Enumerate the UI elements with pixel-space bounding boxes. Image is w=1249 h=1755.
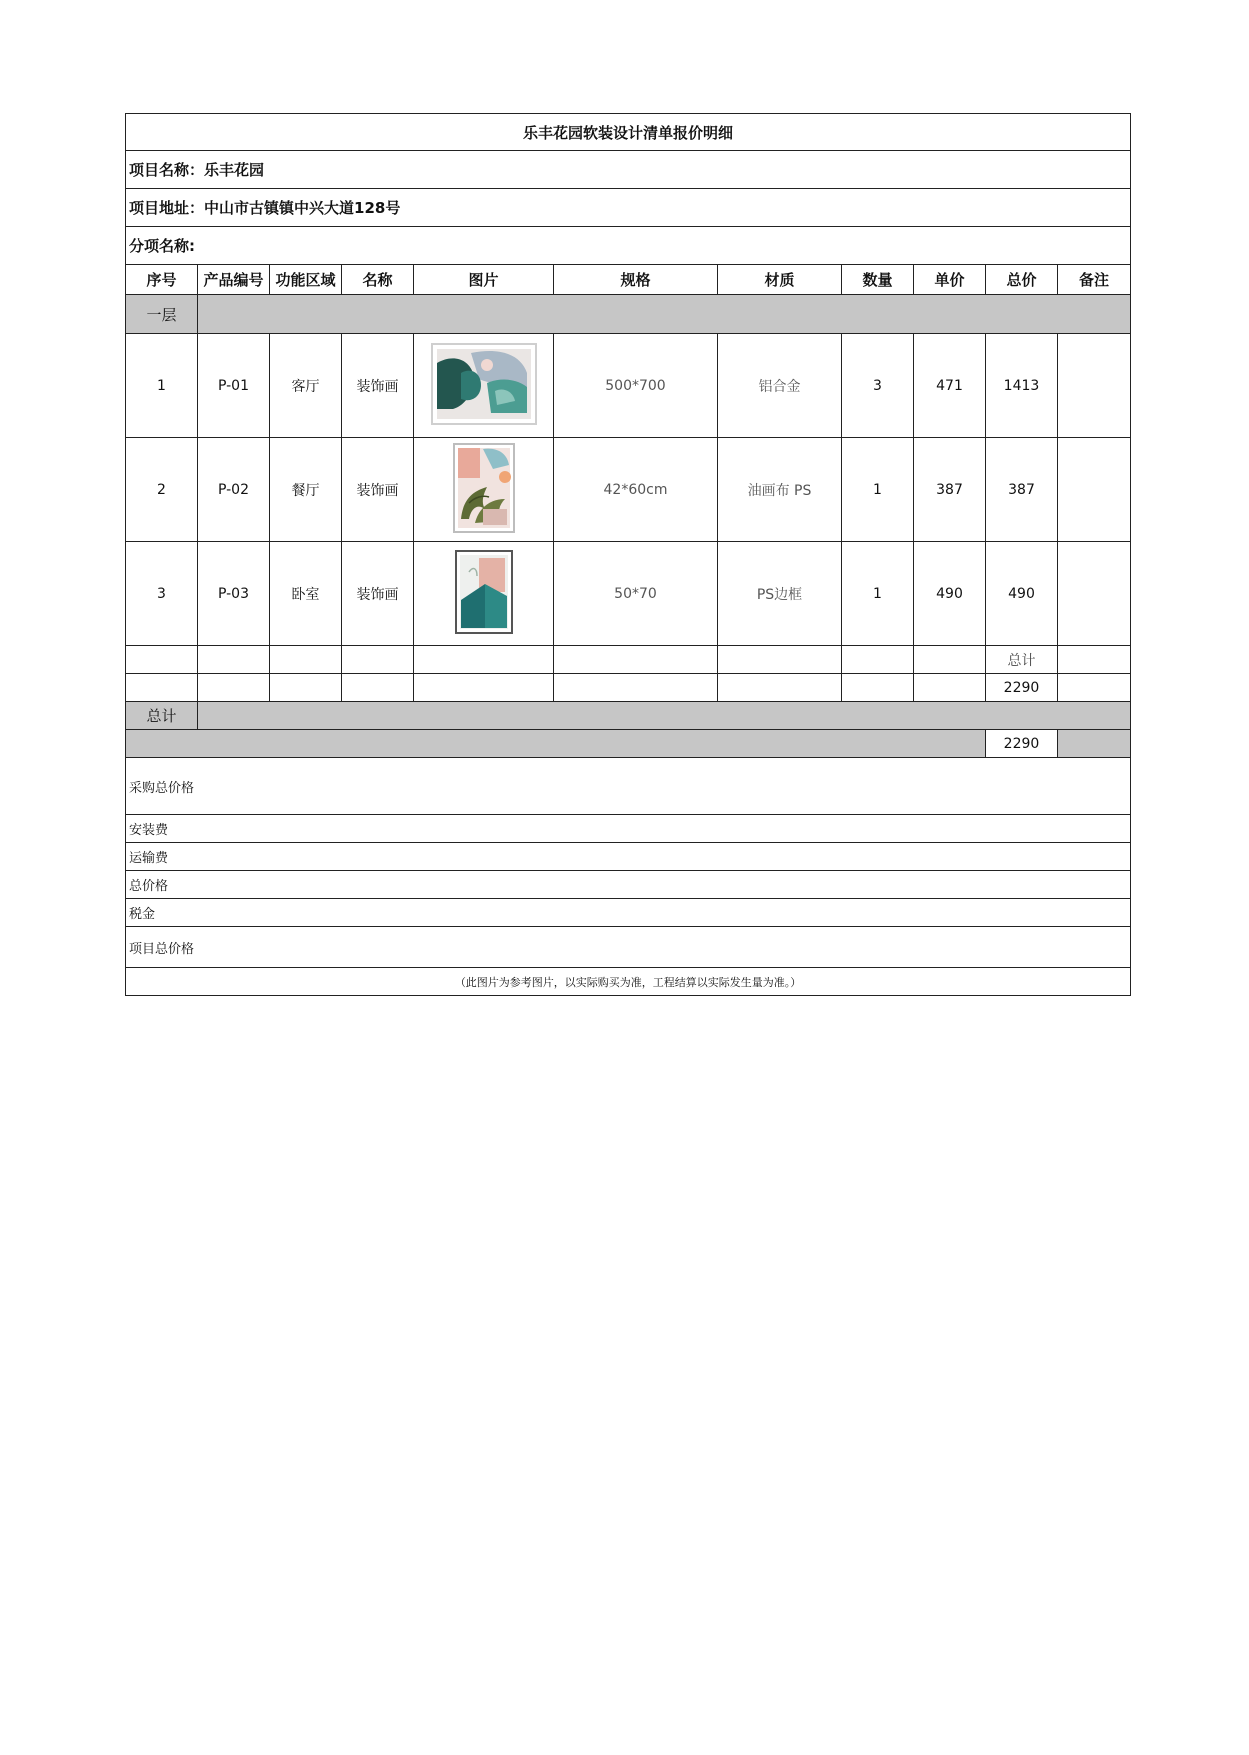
item-qty: 1: [842, 542, 914, 646]
botanical-leaf-art-icon: [453, 443, 515, 533]
footnote: （此图片为参考图片，以实际购买为准，工程结算以实际发生量为准。）: [126, 968, 1131, 996]
grand-total-value: 2290: [986, 730, 1058, 758]
total-price: 总价格: [126, 871, 1131, 899]
column-header: 数量: [842, 265, 914, 295]
subtotal-value: 2290: [986, 674, 1058, 702]
quotation-table: [125, 113, 1131, 996]
item-total: 490: [986, 542, 1058, 646]
item-area: 餐厅: [270, 438, 342, 542]
item-unit-price: 490: [914, 542, 986, 646]
sub-item-name: 分项名称:: [126, 227, 1131, 265]
item-no: 3: [126, 542, 198, 646]
column-header: 图片: [414, 265, 554, 295]
item-total: 387: [986, 438, 1058, 542]
item-image: [414, 542, 554, 646]
item-name: 装饰画: [342, 438, 414, 542]
grand-total-value-row: [126, 730, 1131, 758]
project-address: 项目地址：中山市古镇镇中兴大道128号: [126, 189, 1131, 227]
grand-total-row: [126, 702, 1131, 730]
item-unit-price: 387: [914, 438, 986, 542]
item-code: P-02: [198, 438, 270, 542]
item-spec: 50*70: [554, 542, 718, 646]
column-header: 序号: [126, 265, 198, 295]
item-spec: 42*60cm: [554, 438, 718, 542]
column-header: 功能区域: [270, 265, 342, 295]
subtotal-value-row: [126, 674, 1131, 702]
section-label: 一层: [126, 295, 198, 334]
column-header-row: [126, 265, 1131, 295]
column-header: 材质: [718, 265, 842, 295]
item-name: 装饰画: [342, 334, 414, 438]
column-header: 产品编号: [198, 265, 270, 295]
item-code: P-01: [198, 334, 270, 438]
purchase-total-price: 采购总价格: [126, 758, 1131, 815]
item-material: 铝合金: [718, 334, 842, 438]
grand-total-fill: [198, 702, 1131, 730]
quotation-sheet: [125, 113, 1130, 996]
section-fill: [198, 295, 1131, 334]
item-area: 卧室: [270, 542, 342, 646]
document-title: 乐丰花园软装设计清单报价明细: [126, 114, 1131, 151]
table-row: [126, 542, 1131, 646]
section-row: [126, 295, 1131, 334]
installation-fee: 安装费: [126, 815, 1131, 843]
item-code: P-03: [198, 542, 270, 646]
column-header: 总价: [986, 265, 1058, 295]
tax: 税金: [126, 899, 1131, 927]
item-material: 油画布 PS: [718, 438, 842, 542]
geometric-teal-art-icon: [455, 550, 513, 634]
project-name: 项目名称：乐丰花园: [126, 151, 1131, 189]
item-unit-price: 471: [914, 334, 986, 438]
item-no: 2: [126, 438, 198, 542]
shipping-fee: 运输费: [126, 843, 1131, 871]
item-area: 客厅: [270, 334, 342, 438]
item-remark: [1058, 438, 1131, 542]
item-image: [414, 334, 554, 438]
item-total: 1413: [986, 334, 1058, 438]
item-spec: 500*700: [554, 334, 718, 438]
table-row: [126, 334, 1131, 438]
subtotal-label-row: [126, 646, 1131, 674]
grand-total-spacer: [126, 730, 986, 758]
project-total-price: 项目总价格: [126, 927, 1131, 968]
item-image: [414, 438, 554, 542]
item-remark: [1058, 542, 1131, 646]
abstract-landscape-art-icon: [431, 343, 537, 425]
grand-total-remark: [1058, 730, 1131, 758]
table-row: [126, 438, 1131, 542]
grand-total-label: 总计: [126, 702, 198, 730]
column-header: 名称: [342, 265, 414, 295]
subtotal-label: 总计: [986, 646, 1058, 674]
column-header: 单价: [914, 265, 986, 295]
item-no: 1: [126, 334, 198, 438]
item-material: PS边框: [718, 542, 842, 646]
column-header: 规格: [554, 265, 718, 295]
item-name: 装饰画: [342, 542, 414, 646]
item-qty: 3: [842, 334, 914, 438]
item-qty: 1: [842, 438, 914, 542]
column-header: 备注: [1058, 265, 1131, 295]
item-remark: [1058, 334, 1131, 438]
